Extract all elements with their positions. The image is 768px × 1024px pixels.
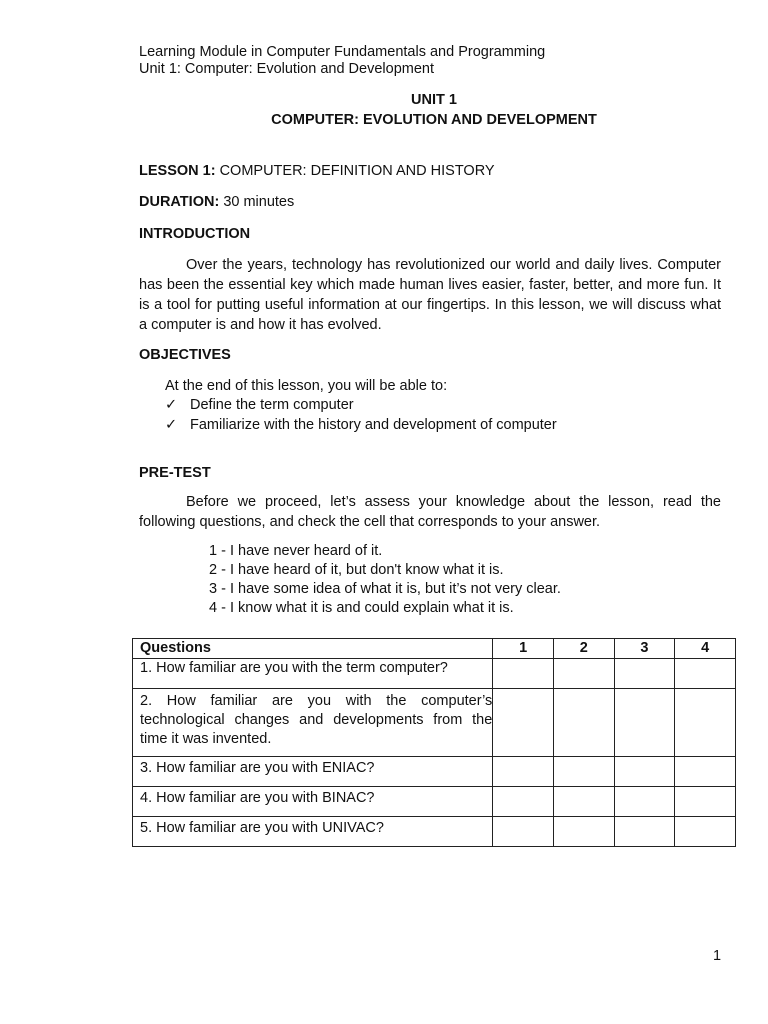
pretest-instructions [139, 492, 721, 532]
table-row [133, 787, 736, 817]
answer-cell-3[interactable] [614, 787, 675, 817]
question-cell: 2. How familiar are you with the computer’s technological changes and developments from the time it was invented. [133, 689, 493, 757]
answer-cell-4[interactable] [675, 817, 736, 847]
answer-cell-2[interactable] [553, 757, 614, 787]
answer-cell-4[interactable] [675, 659, 736, 689]
answer-cell-2[interactable] [553, 817, 614, 847]
answer-cell-1[interactable] [493, 689, 554, 757]
header-scale-4: 4 [675, 639, 736, 659]
objective-text: Familiarize with the history and development of computer [190, 417, 557, 433]
scale-item-3: 3 - I have some idea of what it is, but it’s not very clear. [209, 581, 561, 597]
answer-cell-3[interactable] [614, 659, 675, 689]
objective-item [165, 415, 557, 435]
table-row [133, 757, 736, 787]
question-cell: 3. How familiar are you with ENIAC? [133, 757, 493, 787]
pretest-heading: PRE-TEST [139, 465, 211, 481]
header-scale-3: 3 [614, 639, 675, 659]
introduction-heading: INTRODUCTION [139, 226, 251, 242]
duration-label: DURATION: [139, 194, 220, 210]
answer-cell-4[interactable] [675, 787, 736, 817]
answer-cell-2[interactable] [553, 787, 614, 817]
scale-item-4: 4 - I know what it is and could explain what it is. [209, 600, 514, 616]
lesson-line [139, 161, 495, 181]
answer-cell-1[interactable] [493, 817, 554, 847]
objective-text: Define the term computer [190, 397, 354, 413]
module-title: Learning Module in Computer Fundamentals and Programming [139, 44, 546, 60]
unit-subtitle: Unit 1: Computer: Evolution and Development [139, 61, 434, 77]
answer-cell-1[interactable] [493, 787, 554, 817]
answer-cell-3[interactable] [614, 757, 675, 787]
question-cell: 4. How familiar are you with BINAC? [133, 787, 493, 817]
check-mark-icon: ✓ [165, 397, 178, 413]
check-mark-icon: ✓ [165, 417, 178, 433]
objective-item [165, 395, 354, 415]
lesson-title: COMPUTER: DEFINITION AND HISTORY [219, 163, 495, 179]
header-scale-1: 1 [493, 639, 554, 659]
answer-cell-2[interactable] [553, 689, 614, 757]
objectives-heading: OBJECTIVES [139, 347, 231, 363]
question-cell: 5. How familiar are you with UNIVAC? [133, 817, 493, 847]
unit-label: UNIT 1 [411, 92, 457, 108]
answer-cell-1[interactable] [493, 659, 554, 689]
duration-value: 30 minutes [223, 194, 295, 210]
table-row [133, 659, 736, 689]
introduction-paragraph [139, 255, 721, 335]
unit-title: COMPUTER: EVOLUTION AND DEVELOPMENT [271, 112, 597, 128]
header-scale-2: 2 [553, 639, 614, 659]
pretest-instructions-text: Before we proceed, let’s assess your knowledge about the lesson, read the following questions, and check the cell that corresponds to your answer. [139, 494, 721, 530]
table-row [133, 689, 736, 757]
question-cell: 1. How familiar are you with the term computer? [133, 659, 493, 689]
answer-cell-2[interactable] [553, 659, 614, 689]
page-number: 1 [713, 948, 722, 964]
table-row [133, 817, 736, 847]
duration-line [139, 192, 294, 212]
introduction-text: Over the years, technology has revolutionized our world and daily lives. Computer has been the essential key which made human lives easier, faster, better, and more fun. It is a tool for putting useful information at our fingertips. In this lesson, we will discuss what a computer is and how it has evolved. [139, 257, 721, 333]
answer-cell-3[interactable] [614, 689, 675, 757]
scale-item-2: 2 - I have heard of it, but don't know what it is. [209, 562, 504, 578]
header-questions: Questions [133, 639, 493, 659]
answer-cell-4[interactable] [675, 757, 736, 787]
scale-item-1: 1 - I have never heard of it. [209, 543, 383, 559]
lesson-label: LESSON 1: [139, 163, 216, 179]
objectives-intro: At the end of this lesson, you will be able to: [165, 378, 448, 394]
answer-cell-1[interactable] [493, 757, 554, 787]
answer-cell-4[interactable] [675, 689, 736, 757]
answer-cell-3[interactable] [614, 817, 675, 847]
pretest-table [132, 638, 736, 847]
table-header-row [133, 639, 736, 659]
